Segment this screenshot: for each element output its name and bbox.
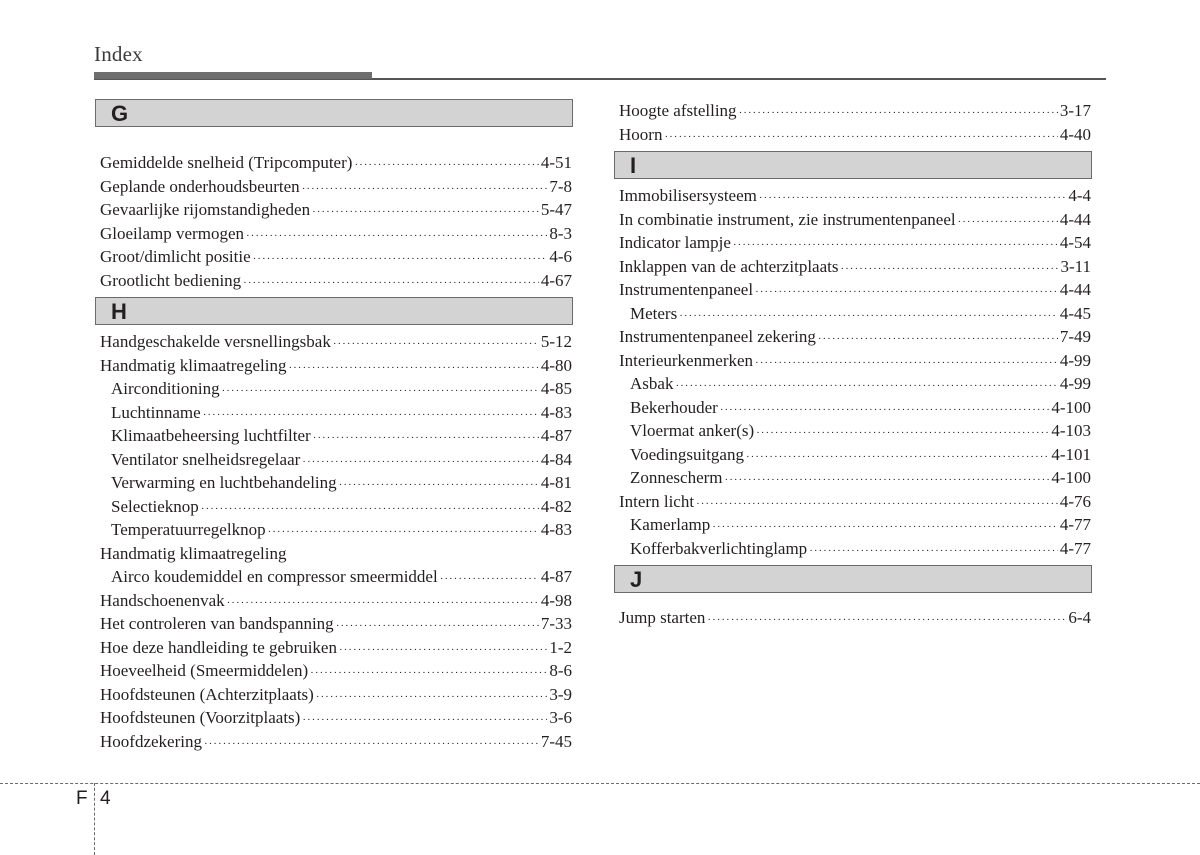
entry-text: Handschoenenvak xyxy=(100,590,225,610)
entry-text: Ventilator snelheidsregelaar xyxy=(111,449,301,469)
index-entry xyxy=(614,349,1092,373)
section-header-g: G xyxy=(95,99,573,127)
entry-page: 4-85 xyxy=(540,379,572,398)
index-entry xyxy=(95,612,573,636)
dot-leader xyxy=(339,474,539,498)
entry-page: 4-100 xyxy=(1051,397,1091,417)
section-j-entries xyxy=(614,606,1092,630)
entry-page: 4-77 xyxy=(1059,515,1091,534)
index-entry xyxy=(614,231,1092,255)
index-column-right xyxy=(614,99,1092,630)
footer-section-letter: F xyxy=(76,788,88,809)
entry-text: Hoofdzekering xyxy=(100,731,202,751)
index-entry xyxy=(95,198,573,222)
footer-margin-line xyxy=(94,783,95,855)
entry-text: Zonnescherm xyxy=(630,468,723,487)
entry-text: Verwarming en luchtbehandeling xyxy=(111,473,337,492)
dot-leader xyxy=(720,399,1050,423)
entry-text: Groot/dimlicht positie xyxy=(100,247,251,266)
index-entry xyxy=(614,255,1092,279)
entry-page: 8-6 xyxy=(549,661,572,680)
entry-text: Geplande onderhoudsbeurten xyxy=(100,176,300,196)
entry-page: 5-47 xyxy=(540,200,572,219)
index-entry xyxy=(95,245,573,269)
page-title: Index xyxy=(94,42,143,66)
index-subentry xyxy=(95,448,573,472)
index-entry xyxy=(95,730,573,754)
index-entry xyxy=(95,151,573,175)
index-column-left xyxy=(95,99,573,753)
index-subentry xyxy=(95,565,573,589)
index-subentry xyxy=(614,419,1092,443)
entry-page: 6-4 xyxy=(1068,608,1091,627)
entry-page: 4-51 xyxy=(540,153,572,172)
entry-page: 4-40 xyxy=(1059,124,1091,144)
index-subentry xyxy=(614,372,1092,396)
entry-text: Vloermat anker(s) xyxy=(630,421,755,440)
index-entry xyxy=(614,490,1092,514)
entry-page: 4-84 xyxy=(540,449,572,469)
entry-text: Hoorn xyxy=(619,124,663,144)
dot-leader xyxy=(958,211,1058,235)
entry-page: 7-33 xyxy=(540,614,572,633)
entry-text: Hoeveelheid (Smeermiddelen) xyxy=(100,661,309,680)
entry-text: Inklappen van de achterzitplaats xyxy=(619,256,839,276)
entry-text: Gloeilamp vermogen xyxy=(100,223,244,243)
entry-page: 4-76 xyxy=(1059,491,1091,511)
section-h-continued-entries xyxy=(614,99,1092,146)
entry-text: Jump starten xyxy=(619,608,706,627)
dot-leader xyxy=(354,154,538,178)
dot-leader xyxy=(316,686,547,710)
index-entry xyxy=(95,330,573,354)
dot-leader xyxy=(288,357,538,381)
entry-page: 1-2 xyxy=(549,637,572,657)
section-header-j: J xyxy=(614,565,1092,593)
dot-leader xyxy=(310,662,547,686)
dot-leader xyxy=(302,451,539,475)
dot-leader xyxy=(313,427,539,451)
entry-text: Handmatig klimaatregeling xyxy=(100,355,287,375)
entry-page: 4-82 xyxy=(540,496,572,516)
index-entry xyxy=(614,278,1092,302)
index-subentry xyxy=(614,466,1092,490)
entry-page: 4-54 xyxy=(1059,233,1091,252)
dot-leader xyxy=(440,568,539,592)
index-subentry xyxy=(614,396,1092,420)
entry-text: Hoogte afstelling xyxy=(619,101,737,120)
dot-leader xyxy=(268,521,539,545)
entry-page: 4-87 xyxy=(540,567,572,586)
index-subentry xyxy=(614,537,1092,561)
dot-leader xyxy=(707,609,1066,633)
index-entry xyxy=(95,706,573,730)
entry-text: Indicator lampje xyxy=(619,233,731,252)
entry-text: Asbak xyxy=(630,374,674,393)
entry-text: Het controleren van bandspanning xyxy=(100,614,334,633)
entry-page: 3-17 xyxy=(1059,101,1091,120)
entry-page: 7-8 xyxy=(549,176,572,196)
entry-text: Handmatig klimaatregeling xyxy=(100,543,287,563)
index-subentry xyxy=(614,443,1092,467)
index-subentry xyxy=(95,401,573,425)
dot-leader xyxy=(755,352,1058,376)
entry-text: Airconditioning xyxy=(111,379,220,398)
index-entry xyxy=(614,184,1092,208)
index-subentry xyxy=(95,424,573,448)
entry-text: Gevaarlijke rijomstandigheden xyxy=(100,200,311,219)
index-subentry xyxy=(614,513,1092,537)
entry-page: 4-101 xyxy=(1051,444,1091,464)
entry-text: Temperatuurregelknop xyxy=(111,520,266,539)
dot-leader xyxy=(746,446,1049,470)
footer-page-number: 4 xyxy=(100,788,111,809)
entry-text: Gemiddelde snelheid (Tripcomputer) xyxy=(100,153,353,172)
entry-text: Instrumentenpaneel xyxy=(619,280,754,299)
entry-page: 5-12 xyxy=(540,332,572,351)
index-subentry xyxy=(95,495,573,519)
entry-page: 4-83 xyxy=(540,402,572,422)
dot-leader xyxy=(243,272,539,296)
entry-page: 4-4 xyxy=(1068,186,1091,205)
footer-divider xyxy=(0,783,1200,784)
index-entry xyxy=(95,659,573,683)
entry-text: Airco koudemiddel en compressor smeermiddel xyxy=(111,567,438,586)
entry-page: 4-6 xyxy=(549,247,572,266)
dot-leader xyxy=(336,615,539,639)
entry-page: 4-103 xyxy=(1051,421,1091,440)
dot-leader xyxy=(246,225,547,249)
dot-leader xyxy=(204,733,539,757)
dot-leader xyxy=(675,375,1057,399)
dot-leader xyxy=(809,540,1058,564)
index-entry xyxy=(95,683,573,707)
dot-leader xyxy=(312,201,539,225)
entry-text: Bekerhouder xyxy=(630,397,718,417)
dot-leader xyxy=(756,422,1049,446)
entry-page: 7-45 xyxy=(540,731,572,751)
entry-page: 4-83 xyxy=(540,520,572,539)
entry-text: Grootlicht bediening xyxy=(100,270,242,290)
entry-page: 3-6 xyxy=(549,708,572,727)
index-entry xyxy=(95,175,573,199)
entry-page: 3-9 xyxy=(549,684,572,704)
index-subentry xyxy=(95,471,573,495)
entry-text: Selectieknop xyxy=(111,496,199,516)
index-subentry xyxy=(95,377,573,401)
entry-page: 4-100 xyxy=(1051,468,1091,487)
index-entry xyxy=(95,269,573,293)
entry-text: Kofferbakverlichtinglamp xyxy=(630,538,808,558)
section-header-h: H xyxy=(95,297,573,325)
dot-leader xyxy=(755,281,1058,305)
dot-leader xyxy=(739,102,1058,126)
entry-text: Intern licht xyxy=(619,491,695,511)
dot-leader xyxy=(339,639,547,663)
entry-page: 4-81 xyxy=(540,473,572,492)
index-entry xyxy=(614,123,1092,147)
dot-leader xyxy=(696,493,1058,517)
index-entry xyxy=(95,354,573,378)
index-subentry xyxy=(95,518,573,542)
index-entry xyxy=(95,636,573,660)
dot-leader xyxy=(333,333,539,357)
index-entry xyxy=(614,325,1092,349)
entry-text: Kamerlamp xyxy=(630,515,711,534)
entry-text: Hoofdsteunen (Voorzitplaats) xyxy=(100,708,301,727)
entry-text: Voedingsuitgang xyxy=(630,444,744,464)
header-rule-accent xyxy=(94,72,372,79)
index-entry xyxy=(95,542,573,566)
entry-text: In combinatie instrument, zie instrumentenpaneel xyxy=(619,209,956,229)
entry-page: 4-98 xyxy=(540,590,572,610)
entry-page: 4-45 xyxy=(1059,303,1091,323)
entry-page: 4-44 xyxy=(1059,209,1091,229)
dot-leader xyxy=(302,178,548,202)
entry-text: Hoe deze handleiding te gebruiken xyxy=(100,637,337,657)
entry-text: Interieurkenmerken xyxy=(619,350,754,370)
index-entry xyxy=(614,208,1092,232)
dot-leader xyxy=(222,380,539,404)
entry-page: 8-3 xyxy=(549,223,572,243)
dot-leader xyxy=(840,258,1058,282)
entry-text: Immobilisersysteem xyxy=(619,186,757,205)
entry-text: Klimaatbeheersing luchtfilter xyxy=(111,426,311,445)
entry-text: Handgeschakelde versnellingsbak xyxy=(100,332,331,351)
entry-page: 4-67 xyxy=(540,270,572,290)
entry-page: 4-80 xyxy=(540,355,572,375)
index-entry xyxy=(95,222,573,246)
section-h-entries xyxy=(95,330,573,753)
dot-leader xyxy=(818,328,1058,352)
dot-leader xyxy=(725,469,1050,493)
index-entry xyxy=(614,99,1092,123)
entry-page: 4-44 xyxy=(1059,280,1091,299)
dot-leader xyxy=(253,248,548,272)
dot-leader xyxy=(302,709,547,733)
index-entry xyxy=(95,589,573,613)
entry-page: 4-99 xyxy=(1059,350,1091,370)
entry-page: 7-49 xyxy=(1059,327,1091,346)
entry-page: 4-99 xyxy=(1059,374,1091,393)
entry-text: Instrumentenpaneel zekering xyxy=(619,327,816,346)
section-i-entries xyxy=(614,184,1092,560)
dot-leader xyxy=(664,126,1057,150)
entry-text: Meters xyxy=(630,303,678,323)
entry-text: Luchtinname xyxy=(111,402,201,422)
entry-page: 4-77 xyxy=(1059,538,1091,558)
entry-page: 3-11 xyxy=(1060,256,1091,276)
index-subentry xyxy=(614,302,1092,326)
entry-page: 4-87 xyxy=(540,426,572,445)
index-entry xyxy=(614,606,1092,630)
section-g-entries xyxy=(95,151,573,292)
entry-text: Hoofdsteunen (Achterzitplaats) xyxy=(100,684,314,704)
section-header-i: I xyxy=(614,151,1092,179)
